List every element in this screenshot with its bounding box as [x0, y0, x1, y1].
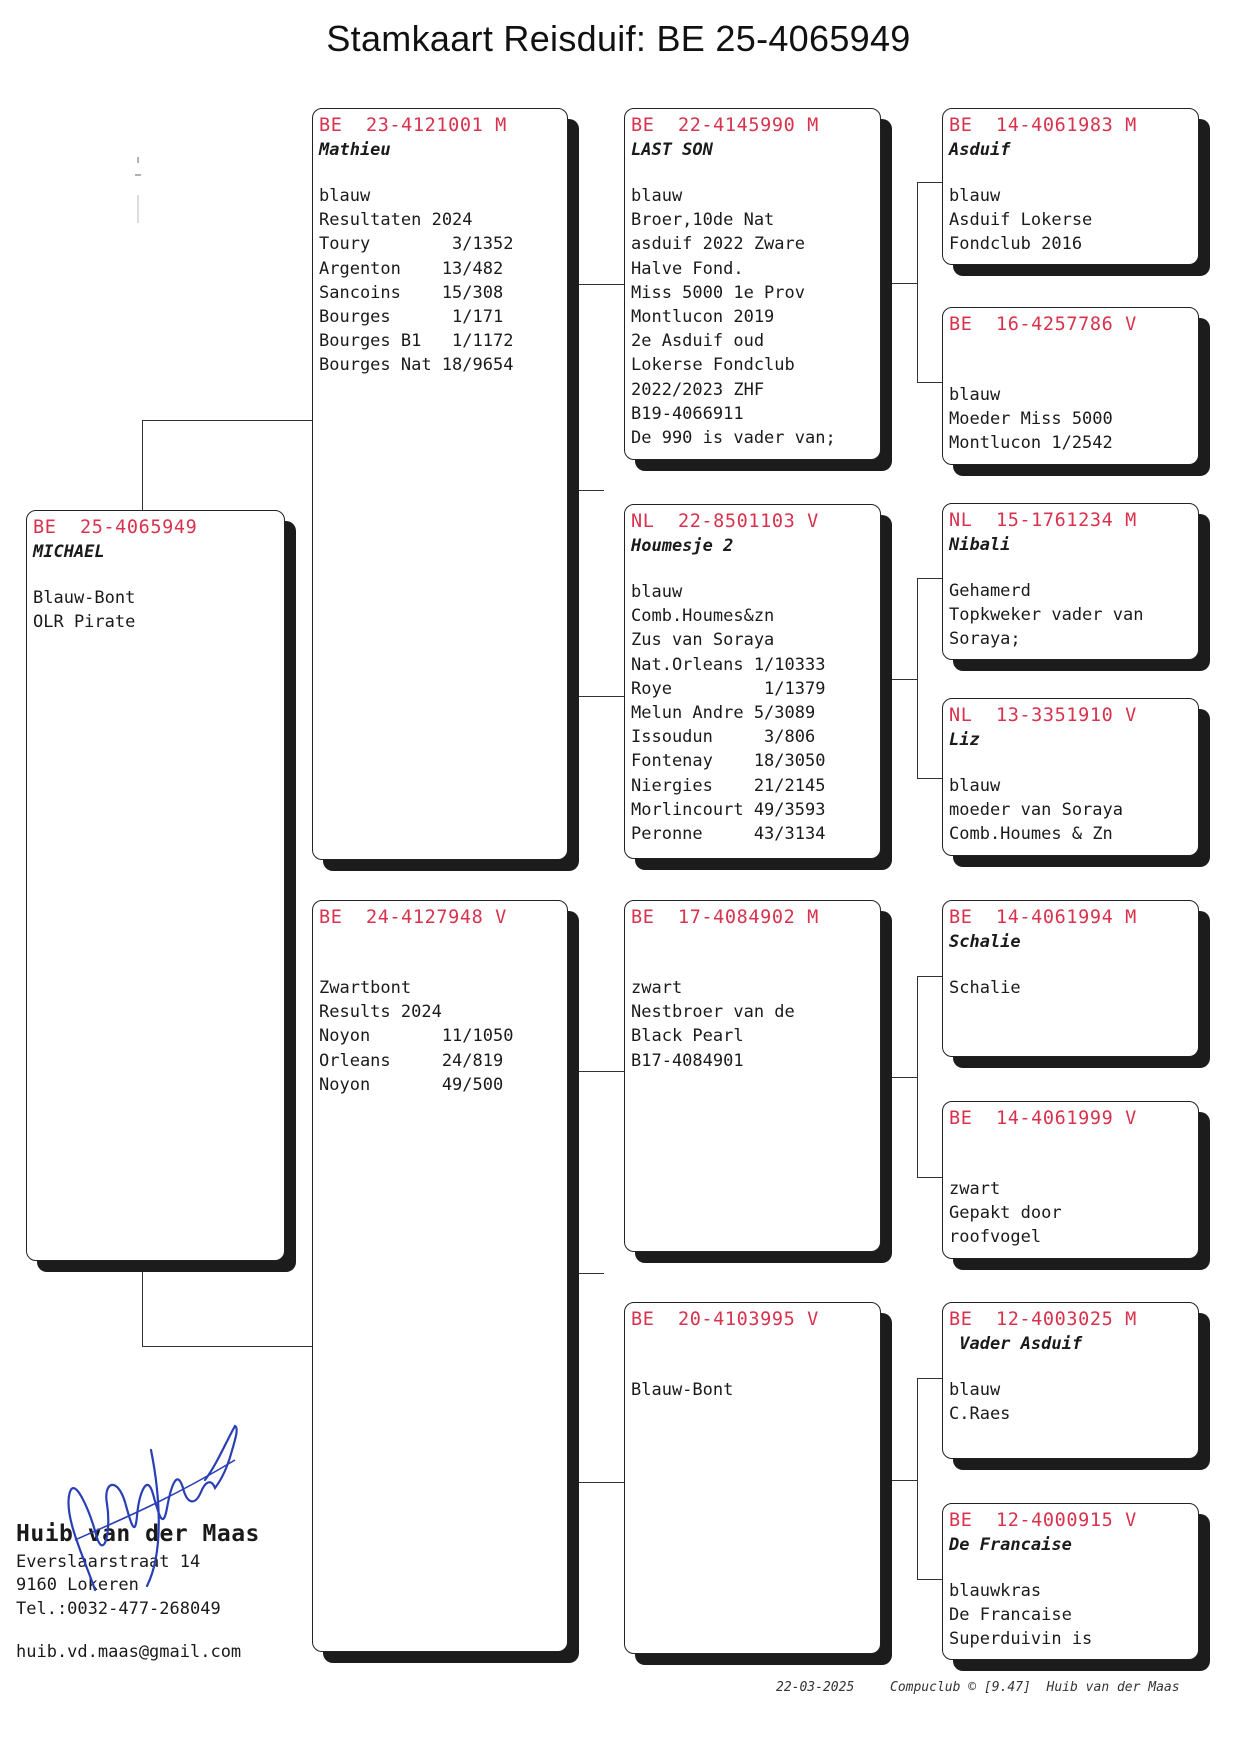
signature — [55, 1410, 245, 1595]
info-line: Nat.Orleans 1/10333 — [631, 654, 826, 675]
info-line: De Francaise — [949, 1605, 1072, 1626]
ring-number: BE 25-4065949 — [33, 517, 198, 538]
ggp-fmf-card[interactable] — [942, 503, 1199, 660]
info-line: blauw — [631, 582, 683, 602]
breeder-name: Huib van der Maas — [16, 1521, 260, 1547]
pigeon-name: Mathieu — [319, 140, 391, 160]
info-line: Topkweker vader van — [949, 605, 1144, 626]
pigeon-name: Liz — [949, 730, 980, 750]
info-line: Zus van Soraya — [631, 630, 775, 651]
father-card[interactable] — [312, 108, 568, 860]
ggp-mfm-card[interactable] — [942, 1101, 1199, 1259]
connector-mf-stub — [891, 1077, 917, 1078]
info-line: Montlucon 2019 — [631, 306, 775, 327]
info-line: Broer,10de Nat — [631, 210, 775, 231]
ring-number: BE 12-4003025 M — [949, 1309, 1137, 1330]
info-line: Bourges Nat 18/9654 — [319, 355, 514, 376]
info-line: Schalie — [949, 978, 1021, 998]
info-line: roofvogel — [949, 1227, 1042, 1248]
info-line: Nestbroer van de — [631, 1002, 795, 1023]
info-line: Sancoins 15/308 — [319, 282, 504, 303]
info-line: zwart — [631, 978, 683, 998]
info-line: Issoudun 3/806 — [631, 727, 816, 748]
info-line: Moeder Miss 5000 — [949, 409, 1113, 430]
ring-number: NL 15-1761234 M — [949, 510, 1137, 531]
subject-card[interactable] — [26, 510, 285, 1261]
info-line: Soraya; — [949, 629, 1021, 650]
pigeon-name: De Francaise — [949, 1535, 1072, 1555]
pigeon-name: MICHAEL — [33, 542, 105, 562]
breeder-street: Everslaarstraat 14 — [16, 1551, 201, 1572]
info-line: blauw — [949, 776, 1001, 796]
info-line: Comb.Houmes&zn — [631, 606, 775, 627]
info-line: Asduif Lokerse — [949, 210, 1093, 231]
grandmother-paternal-card[interactable] — [624, 504, 881, 859]
info-line: Toury 3/1352 — [319, 234, 514, 255]
pigeon-name: Schalie — [949, 932, 1021, 952]
breeder-email[interactable]: huib.vd.maas@gmail.com — [16, 1642, 242, 1662]
footer-software: Compuclub © [9.47] Huib van der Maas — [890, 1680, 1180, 1695]
info-line: OLR Pirate — [33, 612, 136, 633]
info-line: Results 2024 — [319, 1002, 442, 1023]
ggp-mmf-card[interactable] — [942, 1302, 1199, 1459]
pigeon-name: Asduif — [949, 140, 1011, 160]
info-line: Blauw-Bont — [631, 1380, 734, 1400]
info-line: Superduivin is — [949, 1629, 1093, 1650]
info-line: moeder van Soraya — [949, 800, 1123, 821]
ggp-fmm-card[interactable] — [942, 698, 1199, 856]
pigeon-name: Nibali — [949, 535, 1011, 555]
ring-number: BE 14-4061983 M — [949, 115, 1137, 136]
ggp-mmm-card[interactable] — [942, 1503, 1199, 1660]
connector-mm-stub — [891, 1480, 917, 1481]
info-line: Morlincourt 49/3593 — [631, 799, 826, 820]
info-line: Fontenay 18/3050 — [631, 751, 826, 772]
info-line: Noyon 49/500 — [319, 1074, 504, 1095]
info-line: Melun Andre 5/3089 — [631, 702, 816, 723]
info-line: B19-4066911 — [631, 403, 744, 424]
info-line: blauw — [319, 186, 371, 206]
connector-mf — [917, 976, 942, 1178]
grandfather-maternal-card[interactable] — [624, 900, 881, 1252]
info-line: De 990 is vader van; — [631, 427, 836, 448]
info-line: Comb.Houmes & Zn — [949, 824, 1113, 845]
ring-number: BE 16-4257786 V — [949, 314, 1137, 335]
info-line: Lokerse Fondclub — [631, 355, 795, 376]
info-line: Miss 5000 1e Prov — [631, 282, 805, 303]
info-line: Gehamerd — [949, 581, 1031, 601]
info-line: Niergies 21/2145 — [631, 775, 826, 796]
mother-card[interactable] — [312, 900, 568, 1652]
info-line: Bourges 1/171 — [319, 306, 504, 327]
breeder-city: 9160 Lokeren — [16, 1575, 139, 1595]
connector-mm — [917, 1378, 942, 1580]
info-line: Gepakt door — [949, 1203, 1062, 1224]
info-line: 2022/2023 ZHF — [631, 379, 765, 400]
page-title: Stamkaart Reisduif: BE 25-4065949 — [326, 18, 911, 59]
info-line: blauwkras — [949, 1581, 1042, 1601]
info-line: 2e Asduif oud — [631, 331, 765, 352]
grandmother-maternal-card[interactable] — [624, 1302, 881, 1654]
connector-ff-stub — [891, 283, 917, 284]
info-line: Resultaten 2024 — [319, 210, 473, 231]
ggp-fff-card[interactable] — [942, 108, 1199, 265]
ring-number: BE 22-4145990 M — [631, 115, 819, 136]
info-line: Bourges B1 1/1172 — [319, 331, 514, 352]
info-line: Argenton 13/482 — [319, 258, 504, 279]
connector-fm-stub — [891, 679, 917, 680]
info-line: blauw — [949, 186, 1001, 206]
info-line: asduif 2022 Zware — [631, 234, 805, 255]
info-line: Halve Fond. — [631, 258, 744, 279]
ring-number: NL 22-8501103 V — [631, 511, 819, 532]
info-line: Black Pearl — [631, 1026, 744, 1047]
margin-mark — [135, 155, 141, 225]
ring-number: BE 12-4000915 V — [949, 1510, 1137, 1531]
ring-number: BE 14-4061994 M — [949, 907, 1137, 928]
pigeon-name: LAST SON — [631, 140, 713, 160]
connector-mother-stub — [577, 1273, 604, 1274]
ring-number: BE 17-4084902 M — [631, 907, 819, 928]
grandfather-paternal-card[interactable] — [624, 108, 881, 460]
connector-fm — [917, 578, 942, 779]
info-line: Blauw-Bont — [33, 588, 136, 608]
info-line: Peronne 43/3134 — [631, 823, 826, 844]
ggp-mff-card[interactable] — [942, 900, 1199, 1057]
info-line: blauw — [949, 1380, 1001, 1400]
info-line: Orleans 24/819 — [319, 1050, 504, 1071]
pigeon-name: Houmesje 2 — [631, 536, 734, 556]
ring-number: BE 23-4121001 M — [319, 115, 507, 136]
ring-number: BE 20-4103995 V — [631, 1309, 819, 1330]
info-line: blauw — [631, 186, 683, 206]
info-line: B17-4084901 — [631, 1050, 744, 1071]
info-line: C.Raes — [949, 1404, 1011, 1425]
connector-mother — [577, 1071, 624, 1483]
info-line: zwart — [949, 1179, 1001, 1199]
info-line: Roye 1/1379 — [631, 678, 826, 699]
connector-ff — [917, 182, 942, 383]
connector-father-stub — [577, 490, 604, 491]
ring-number: BE 14-4061999 V — [949, 1108, 1137, 1129]
info-line: Zwartbont — [319, 978, 412, 998]
footer-date: 22-03-2025 — [776, 1680, 855, 1695]
breeder-phone: Tel.:0032-477-268049 — [16, 1598, 221, 1619]
info-line: Montlucon 1/2542 — [949, 433, 1113, 454]
ring-number: NL 13-3351910 V — [949, 705, 1137, 726]
ring-number: BE 24-4127948 V — [319, 907, 507, 928]
ggp-ffm-card[interactable] — [942, 307, 1199, 465]
pigeon-name: Vader Asduif — [949, 1334, 1083, 1354]
info-line: blauw — [949, 385, 1001, 405]
info-line: Noyon 11/1050 — [319, 1026, 514, 1047]
info-line: Fondclub 2016 — [949, 234, 1083, 255]
